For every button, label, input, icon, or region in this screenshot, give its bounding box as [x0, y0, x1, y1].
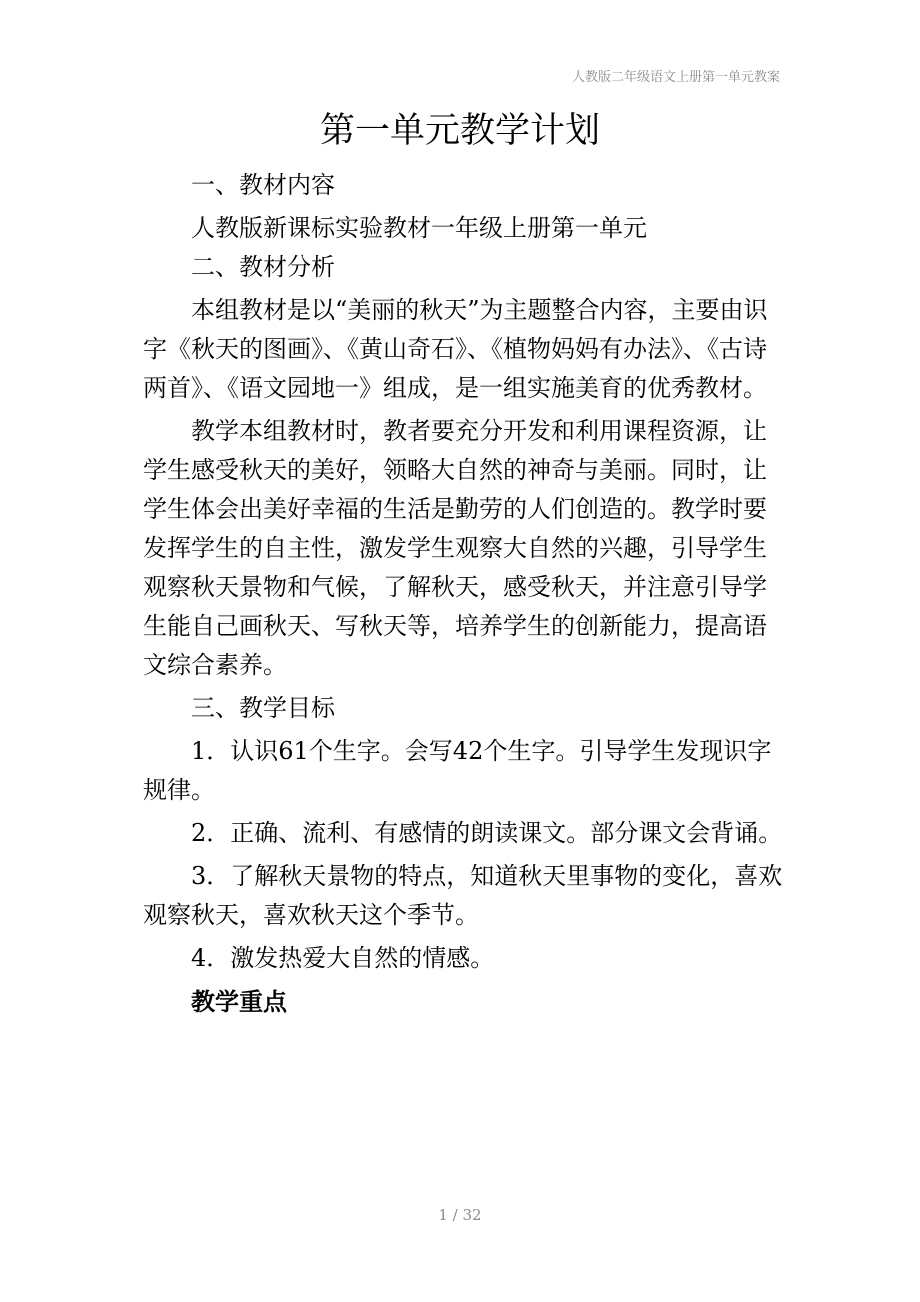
- key-points-heading: 教学重点: [191, 987, 287, 1016]
- goal-item-4: 4．激发热爱大自然的情感。: [191, 944, 495, 972]
- page-number: 1 / 32: [438, 1206, 482, 1224]
- materials-text: 人教版新课标实验教材一年级上册第一单元: [191, 214, 647, 242]
- analysis-paragraph-2: 教学本组教材时，教者要充分开发和利用课程资源，让学生感受秋天的美好，领略大自然的神奇与美丽。同时，让学生体会出美好幸福的生活是勤劳的人们创造的。教学时要发挥学生的自主性，激发学生观察大自然的兴趣，引导学生观察秋天景物和气候，了解秋天，感受秋天，并注意引导学生能自己画秋天、写秋天等，培养学生的创新能力，提高语文综合素养。: [143, 417, 767, 679]
- section-heading-analysis: 二、教材分析: [191, 253, 335, 281]
- analysis-paragraph-1: 本组教材是以“美丽的秋天”为主题整合内容，主要由识字《秋天的图画》、《黄山奇石》、《植物妈妈有办法》、《古诗两首》、《语文园地一》组成，是一组实施美育的优秀教材。: [143, 296, 768, 402]
- goal-item-3: 3．了解秋天景物的特点，知道秋天里事物的变化，喜欢观察秋天，喜欢秋天这个季节。: [143, 862, 783, 929]
- goal-item-2: 2．正确、流利、有感情的朗读课文。部分课文会背诵。: [191, 819, 783, 847]
- document-body: [143, 166, 783, 1021]
- section-heading-materials: 一、教材内容: [191, 171, 335, 199]
- goal-item-1: 1．认识61个生字。会写42个生字。引导学生发现识字规律。: [143, 737, 772, 804]
- page-title: 第一单元教学计划: [319, 111, 600, 151]
- running-header: 人教版二年级语文上册第一单元教案: [571, 70, 780, 85]
- section-heading-goals: 三、教学目标: [191, 694, 335, 722]
